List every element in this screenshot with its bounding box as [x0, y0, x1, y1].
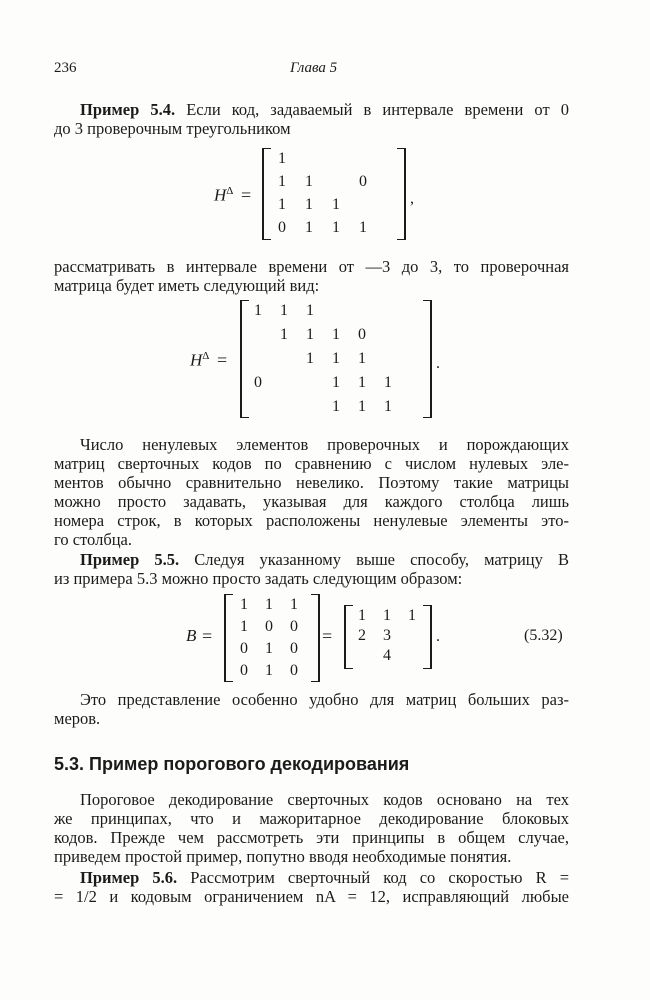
matrix-cell: 0 [240, 662, 248, 679]
superscript: Δ [226, 185, 234, 197]
text-line: кодов. Прежде чем рассмотреть эти принципы в общем случае, [54, 828, 569, 847]
section-heading [54, 754, 409, 775]
matrix-cell: 1 [265, 640, 273, 657]
matrix-cell: 0 [358, 326, 366, 343]
text-line: матрица будет иметь следующий вид: [54, 276, 320, 295]
matrix-cell: 0 [290, 618, 298, 635]
text-line: рассматривать в интервале времени от —3 до 3, то проверочная [54, 257, 569, 276]
page-number: 236 [54, 60, 77, 76]
paragraph-nonzero-elements [54, 435, 569, 549]
text-line: матриц сверточных кодов по сравнению с числом нулевых эле- [54, 454, 569, 473]
equals-sign: = [322, 626, 333, 646]
equation-number: (5.32) [524, 627, 563, 644]
text-line: Пороговое декодирование сверточных кодов основано на тех [80, 790, 569, 809]
matrix-b-label: B [186, 626, 197, 645]
text-line [54, 550, 569, 569]
matrix-cell: 1 [305, 173, 313, 190]
matrix-cell: 1 [305, 219, 313, 236]
matrix-cell: 3 [383, 627, 391, 644]
symbol: H [214, 185, 227, 205]
matrix-cell: 1 [332, 196, 340, 213]
matrix-cell: 1 [332, 326, 340, 343]
matrix-cell: 1 [359, 219, 367, 236]
text-line [54, 868, 569, 887]
matrix-cell: 0 [265, 618, 273, 635]
matrix-h-triangle [262, 148, 406, 240]
matrix-cell: 1 [384, 398, 392, 415]
matrix-cell: 0 [278, 219, 286, 236]
matrix-cell: 1 [305, 196, 313, 213]
matrix-cell: 0 [254, 374, 262, 391]
example-5-6-intro [54, 868, 569, 906]
matrix-cell: 1 [332, 219, 340, 236]
equals-sign: = [241, 185, 252, 205]
matrix-cell: 1 [254, 302, 262, 319]
text-line: Число ненулевых элементов проверочных и порождающих [80, 435, 569, 454]
matrix-h-label [214, 185, 233, 206]
matrix-cell: 4 [383, 647, 391, 664]
text-span: Следуя указанному выше способу, матрицу B [194, 550, 569, 569]
matrix-cell: 1 [306, 350, 314, 367]
matrix-cell: 1 [383, 607, 391, 624]
text-line: номера строк, в которых расположены ненулевые элементы это- [54, 511, 569, 530]
matrix-cell: 0 [359, 173, 367, 190]
matrix-b-compact [344, 605, 432, 669]
text-line [54, 100, 569, 119]
matrix-cell: 1 [278, 150, 286, 167]
right-bracket [397, 148, 406, 240]
matrix-cell: 1 [278, 173, 286, 190]
example-label: Пример 5.6. [80, 868, 178, 887]
text-span: Рассмотрим сверточный код со скоростью R = [190, 868, 569, 887]
matrix-cell: 1 [280, 326, 288, 343]
matrix-h-band [240, 300, 432, 418]
matrix-cell: 1 [290, 596, 298, 613]
comma: , [410, 190, 414, 207]
paragraph-representation [54, 690, 569, 728]
matrix-cell: 1 [278, 196, 286, 213]
example-5-4-intro [54, 100, 569, 138]
matrix-cell: 1 [240, 618, 248, 635]
equals-sign: = [217, 350, 228, 370]
matrix-cell: 1 [332, 398, 340, 415]
matrix-cell: 1 [280, 302, 288, 319]
text-line: ментов обычно сравнительно невелико. Поэтому такие матрицы [54, 473, 569, 492]
matrix-cell: 1 [358, 374, 366, 391]
period: . [436, 355, 440, 372]
text-line: = 1/2 и кодовым ограничением nA = 12, исправляющий любые [54, 887, 569, 906]
matrix-cell: 2 [358, 627, 366, 644]
matrix-cell: 1 [240, 596, 248, 613]
matrix-cell: 1 [384, 374, 392, 391]
section-title: Пример порогового декодирования [89, 754, 410, 774]
text-line: из примера 5.3 можно просто задать следующим образом: [54, 569, 463, 588]
right-bracket [423, 300, 432, 418]
matrix-cell: 1 [332, 374, 340, 391]
section-number: 5.3. [54, 754, 85, 774]
matrix-b [224, 594, 320, 682]
text-line: приведем простой пример, попутно вводя необходимые понятия. [54, 847, 512, 866]
matrix-cell: 1 [332, 350, 340, 367]
matrix-h-label [190, 350, 209, 371]
matrix-cell: 1 [358, 398, 366, 415]
matrix-cell: 1 [265, 596, 273, 613]
text-line: же принципах, что и мажоритарное декодирование блоковых [54, 809, 569, 828]
matrix-cell: 0 [290, 640, 298, 657]
symbol: H [190, 350, 203, 370]
text-line: до 3 проверочным треугольником [54, 119, 291, 138]
text-line: можно просто задавать, указывая для каждого столбца лишь [54, 492, 569, 511]
matrix-cell: 0 [290, 662, 298, 679]
period: . [436, 628, 440, 645]
matrix-cell: 1 [265, 662, 273, 679]
matrix-cell: 1 [306, 302, 314, 319]
paragraph-threshold-decoding [54, 790, 569, 866]
matrix-cell: 1 [408, 607, 416, 624]
text-line: Это представление особенно удобно для матриц больших раз- [80, 690, 569, 709]
matrix-cell: 1 [306, 326, 314, 343]
left-bracket [262, 148, 271, 240]
paragraph-after-matrix [54, 257, 569, 295]
equals-sign: = [202, 626, 213, 646]
text-span: Если код, задаваемый в интервале времени от 0 [186, 100, 569, 119]
right-bracket [311, 594, 320, 682]
matrix-cell: 0 [240, 640, 248, 657]
example-label: Пример 5.5. [80, 550, 180, 569]
matrix-cell: 1 [358, 350, 366, 367]
example-label: Пример 5.4. [80, 100, 176, 119]
right-bracket [423, 605, 432, 669]
matrix-cell: 1 [358, 607, 366, 624]
left-bracket [224, 594, 233, 682]
text-line: меров. [54, 709, 101, 728]
running-title: Глава 5 [290, 60, 338, 76]
example-5-5-intro [54, 550, 569, 588]
superscript: Δ [202, 350, 210, 362]
text-line: го столбца. [54, 530, 132, 549]
